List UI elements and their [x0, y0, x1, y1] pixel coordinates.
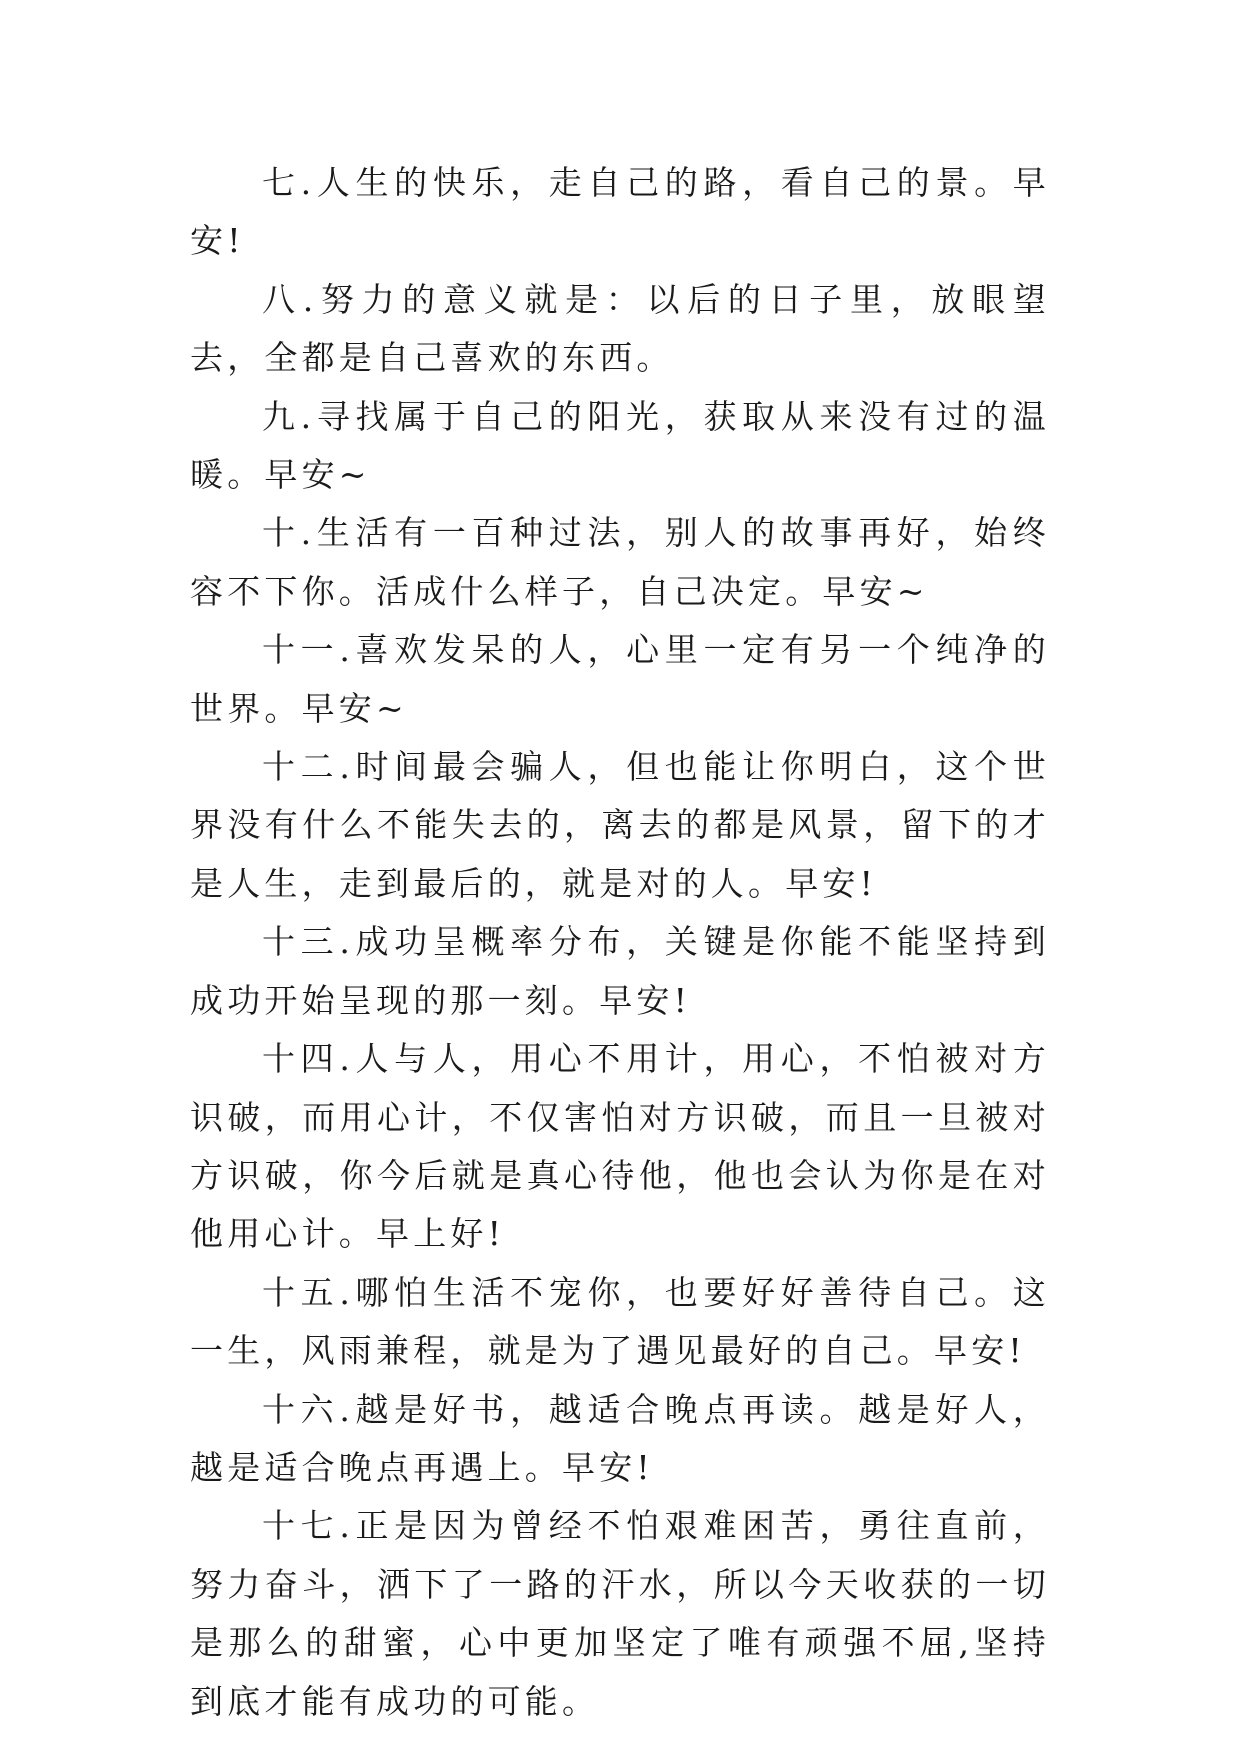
- paragraph-12: 十二.时间最会骗人，但也能让你明白，这个世界没有什么不能失去的，离去的都是风景，留下的才是人生，走到最后的，就是对的人。早安!: [190, 747, 1050, 903]
- paragraph-11: 十一.喜欢发呆的人，心里一定有另一个纯净的世界。早安~: [190, 630, 1050, 728]
- document-body: [190, 154, 1050, 1731]
- paragraph-16: 十六.越是好书，越适合晚点再读。越是好人，越是适合晚点再遇上。早安!: [190, 1389, 1050, 1487]
- paragraph-14: 十四.人与人，用心不用计，用心，不怕被对方识破，而用心计，不仅害怕对方识破，而且一旦被对方识破，你今后就是真心待他，他也会认为你是在对他用心计。早上好!: [190, 1039, 1050, 1254]
- paragraph-10: 十.生活有一百种过法，别人的故事再好，始终容不下你。活成什么样子，自己决定。早安~: [190, 513, 1050, 611]
- paragraph-17: 十七.正是因为曾经不怕艰难困苦，勇往直前，努力奋斗，洒下了一路的汗水，所以今天收获的一切是那么的甜蜜，心中更加坚定了唯有顽强不屈,坚持到底才能有成功的可能。: [190, 1506, 1050, 1721]
- paragraph-9: 九.寻找属于自己的阳光，获取从来没有过的温暖。早安~: [190, 396, 1050, 495]
- paragraph-7: 七.人生的快乐，走自己的路，看自己的景。早安!: [190, 163, 1050, 261]
- paragraph-8: 八.努力的意义就是：以后的日子里，放眼望去，全都是自己喜欢的东西。: [190, 279, 1050, 378]
- paragraph-13: 十三.成功呈概率分布，关键是你能不能坚持到成功开始呈现的那一刻。早安!: [190, 922, 1050, 1020]
- paragraph-15: 十五.哪怕生活不宠你，也要好好善待自己。这一生，风雨兼程，就是为了遇见最好的自己。早安!: [190, 1272, 1050, 1371]
